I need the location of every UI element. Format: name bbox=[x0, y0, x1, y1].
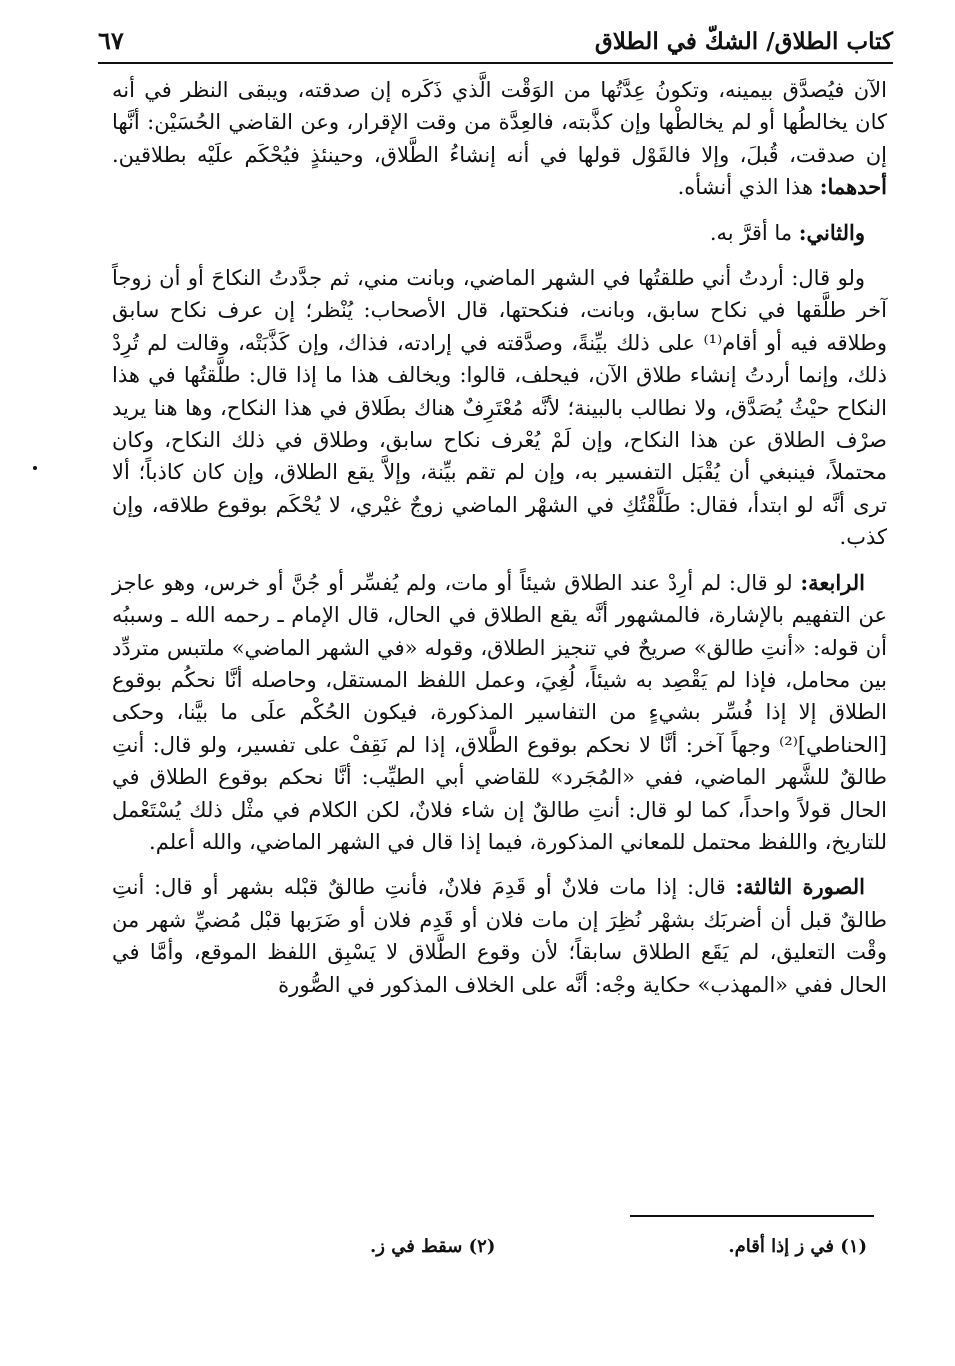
paragraph-4-lead: الرابعة: bbox=[800, 569, 865, 595]
paragraph-2-text: ما أقرَّ به. bbox=[709, 220, 793, 245]
paragraph-3 bbox=[112, 262, 887, 554]
paragraph-2 bbox=[112, 217, 887, 249]
footnote-1: (١) في ز إذا أقام. bbox=[728, 1236, 867, 1257]
page-number: ٦٧ bbox=[98, 26, 124, 55]
paragraph-5-text: قال: إذا مات فلانٌ أو قَدِمَ فلانٌ، فأنتِ طالقٌ قبْله بشهر أو قال: أنتِ طالقٌ قبل أن أضربَك بشهْر نُظِرَ إن مات فلان أو قَدِم فلان أو ضَرَبها قبْل مُضيِّ شهر من وقْت التعليق، لم يَقَع الطلاق سابقاً؛ لأن وقوع الطَّلاق لا يَسْبِق اللفظ الموقع، وأمَّا في الحال ففي «المهذب» حكاية وجْه: أنَّه على الخلاف المذكور في الصُّورة bbox=[112, 875, 887, 997]
footnote-2: (٢) سقط في ز. bbox=[370, 1236, 496, 1257]
main-text bbox=[112, 74, 887, 1001]
paragraph-4 bbox=[112, 567, 887, 859]
paragraph-1-lead: أحدهما: bbox=[819, 174, 887, 200]
running-header bbox=[98, 26, 893, 64]
paragraph-4-text: لو قال: لم أرِدْ عند الطلاق شيئاً أو مات، ولم يُفسِّر أو جُنَّ أو خرس، وهو عاجز عن التفهيم بالإشارة، فالمشهور أنَّه يقع الطلاق في الحال، قال الإمام ـ رحمه الله ـ وسببُه أن قوله: «أنتِ طالق» صريحٌ في تنجيز الطلاق، وقوله «في الشهر الماضي» ملتبس متردِّد بين محامل، فإذا لم يَقْصِد به شيئاً، لُغِيَ، وعمل اللفظ المستقل، وحاصله أنَّا نحكُم بوقوع الطلاق إلا إذا فُسِّر بشيءٍ من التفاسير المذكورة، فيكون الحُكْم علَى ما بيَّنا، وحكى [الحناطي]⁽²⁾ وجهاً آخر: أنَّا لا نحكم بوقوع الطَّلاق، إذا لم نَقِفْ على تفسير، ولو قال: أنتِ طالقٌ للشَّهر الماضي، ففي «المُجَرد» للقاضي أبي الطيِّب: أنَّا نحكم بوقوع الطلاق في الحال قولاً واحداً، كما لو قال: أنتِ طالقٌ إن شاء فلانٌ، لكن الكلام في مثْل ذلك يُسْتَعْمل للتاريخ، واللفظ محتمل للمعاني المذكورة، فيما إذا قال في الشهر الماضي، والله أعلم. bbox=[112, 570, 887, 854]
paragraph-1-tail: هذا الذي أنشأه. bbox=[677, 175, 814, 200]
margin-dot bbox=[33, 466, 37, 470]
running-title: كتاب الطلاق/ الشكّ في الطلاق bbox=[594, 28, 893, 55]
paragraph-5-lead: الصورة الثالثة: bbox=[735, 874, 865, 900]
paragraph-3-text: ولو قال: أردتُ أني طلقتُها في الشهر الماضي، وبانت مني، ثم جدَّدتُ النكاحَ أو أن زوجاً آخر طلَّقها في نكاح سابق، وبانت، فنكحتها، قال الأصحاب: يُنْظر؛ إن عرف نكاح سابق وطلاقه فيه أو أقام⁽¹⁾ على ذلك بيِّنةً، وصدَّقته في إرادته، فذاك، وإن كَذَّبَتْه، وقالت لم تُرِدْ ذلك، وإنما أردتُ إنشاء طلاق الآن، فيحلف، قالوا: ويخالف هذا ما إذا قال: طلَّقتُها في هذا النكاح حيْثُ يُصَدَّق، ولا نطالب بالبينة؛ لأنَّه مُعْتَرِفٌ هناك بطَلاق في هذا النكاح، وها هنا يريد صرْف الطلاق عن هذا النكاح، وإن لَمْ يُعْرف نكاح سابق، وطلاق في ذلك النكاح، وكان محتملاً، فينبغي أن يُقْبَل التفسير به، وإن لم تقم بيِّنة، وإلاَّ يقع الطلاق، وإن كان كاذباً؛ ألا ترى أنَّه لو ابتدأ، فقال: طَلَّقْتُكِ في الشهْر الماضي زوجٌ غيْري، لا يُحْكَم بوقوع طلاقه، وإن كذب. bbox=[112, 266, 888, 550]
footnote-rule bbox=[630, 1215, 874, 1217]
paragraph-1-text: الآن فيُصدَّق بيمينه، وتكونُ عِدَّتُها من الوَقْت الَّذي ذَكَره إن صدقته، ويبقى النظر في أنه كان يخالطُها أو لم يخالطْها وإن كذَّبته، فالعِدَّة من وقت الإقرار، وعن القاضي الحُسَيْن: أنَّها إن صدقت، قُبلَ، وإلا فالقَوْل قولها في أنه إنشاءُ الطَّلاق، وحينئذٍ فيُحْكَم علَيْه بطلاقين. bbox=[112, 78, 887, 167]
paragraph-1 bbox=[112, 74, 887, 204]
paragraph-5 bbox=[112, 871, 887, 1001]
paragraph-2-lead: والثاني: bbox=[798, 219, 865, 245]
